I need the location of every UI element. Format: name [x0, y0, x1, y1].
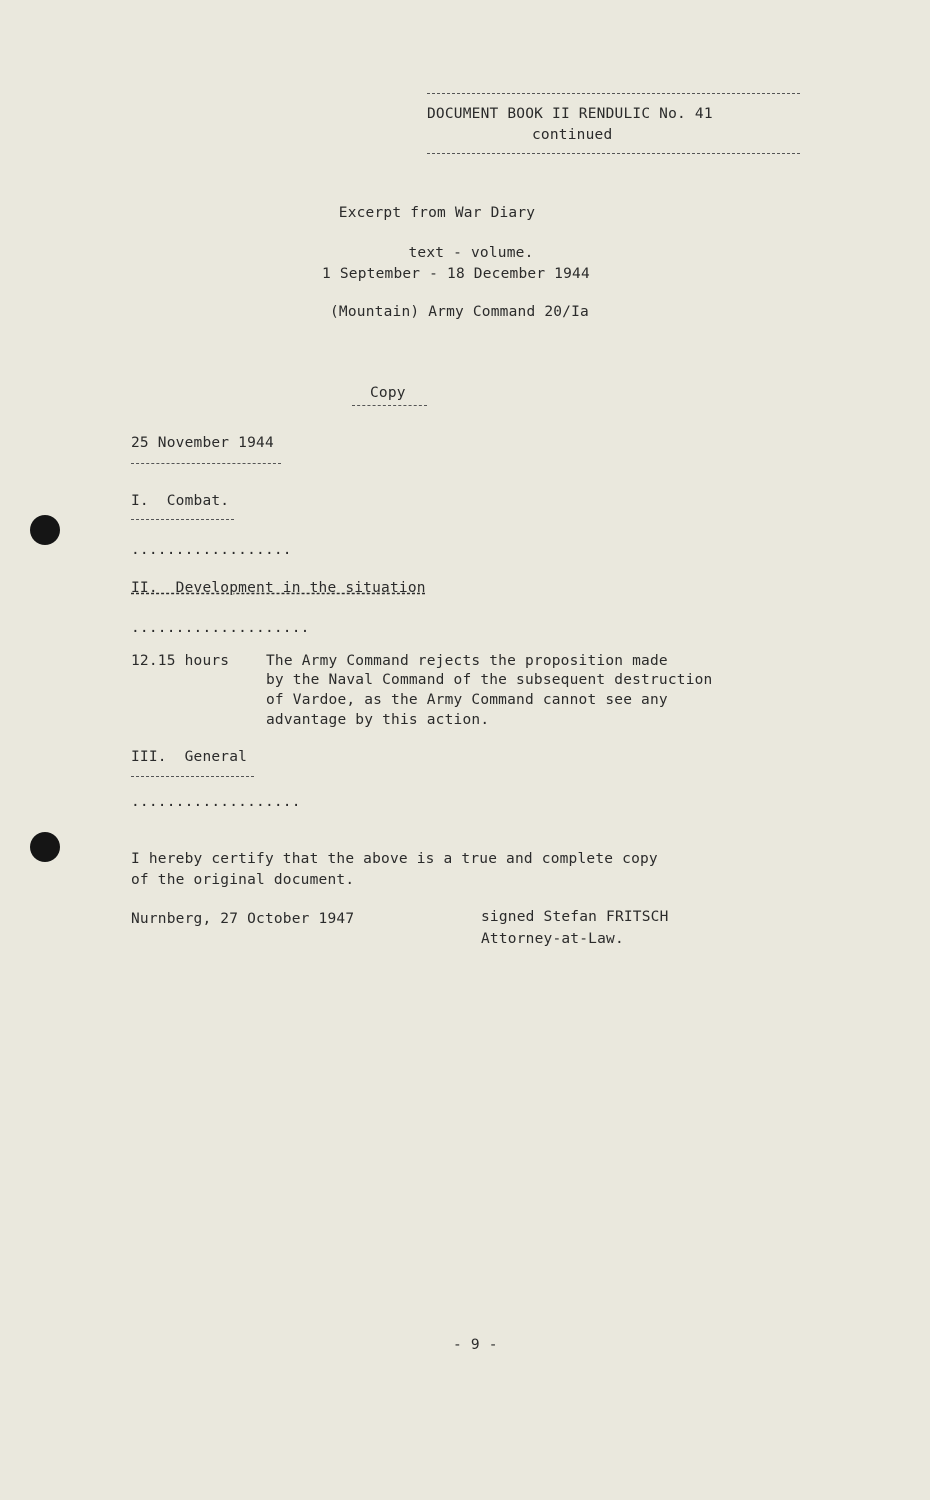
doc-reference: DOCUMENT BOOK II RENDULIC No. 41: [427, 106, 713, 122]
section-combat-heading: I. Combat.: [131, 493, 230, 509]
entry-text-line-4: advantage by this action.: [266, 712, 490, 728]
title-date-range: 1 September - 18 December 1944: [322, 266, 590, 282]
section-development-heading: II. Development in the situation: [131, 580, 426, 596]
title-volume: text - volume.: [408, 245, 534, 261]
section-development-dots: ....................: [131, 620, 310, 636]
header-rule-top: [427, 93, 800, 94]
copy-label: Copy: [370, 385, 406, 401]
section-general-dots: ...................: [131, 794, 301, 810]
section-combat-dots: ..................: [131, 542, 292, 558]
entry-date: 25 November 1944: [131, 435, 274, 451]
entry-time: 12.15 hours: [131, 653, 230, 669]
title-excerpt: Excerpt from War Diary: [338, 205, 536, 221]
entry-date-underline: [131, 463, 281, 464]
certification-line-1: I hereby certify that the above is a true and complete copy: [131, 851, 658, 867]
entry-text-line-1: The Army Command rejects the proposition made: [266, 653, 668, 669]
doc-continued: continued: [532, 127, 613, 143]
certification-title: Attorney-at-Law.: [481, 931, 624, 947]
section-general-underline: [131, 776, 254, 777]
page-number: - 9 -: [453, 1337, 498, 1353]
section-combat-underline: [131, 519, 234, 520]
certification-place-date: Nurnberg, 27 October 1947: [131, 911, 355, 927]
punch-hole-bottom: [30, 832, 60, 862]
section-general-heading: III. General: [131, 749, 248, 765]
certification-signed: signed Stefan FRITSCH: [481, 909, 669, 925]
punch-hole-top: [30, 515, 60, 545]
certification-line-2: of the original document.: [131, 872, 355, 888]
title-command: (Mountain) Army Command 20/Ia: [330, 304, 589, 320]
copy-underline: [352, 405, 427, 406]
entry-text-line-2: by the Naval Command of the subsequent destruction: [266, 672, 713, 688]
header-rule-bottom: [427, 153, 800, 154]
entry-text-line-3: of Vardoe, as the Army Command cannot see any: [266, 692, 668, 708]
